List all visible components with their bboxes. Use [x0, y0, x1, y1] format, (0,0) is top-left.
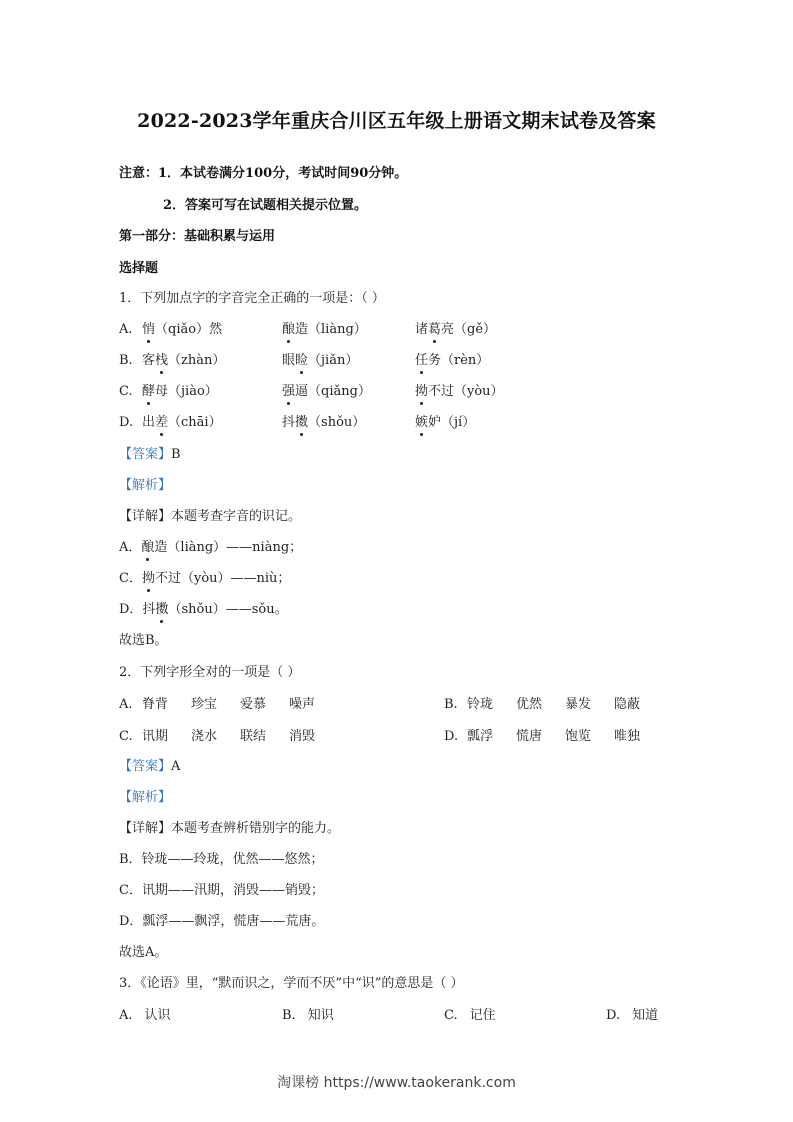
answer-tag: 【答案】: [119, 759, 172, 774]
q2-option-word: 浇水: [191, 729, 218, 744]
q1-option-item: [282, 322, 367, 338]
q2-option-letter: C.: [119, 729, 133, 744]
q3-option-text: 知道: [632, 1008, 659, 1023]
q2-option-word: 爱慕: [240, 697, 267, 712]
q1-explanation-text: D．抖: [119, 602, 156, 617]
q2-answer: [119, 759, 180, 775]
q1-explanation-dotted-char: 拗: [141, 571, 155, 586]
q1-option-letter: D.: [119, 415, 134, 430]
q2-explanation-line: D．瓢浮——飘浮，慌唐——荒唐。: [119, 914, 325, 929]
q1-option-dotted-char: 拗: [415, 384, 429, 399]
q1-option-item: [282, 415, 365, 431]
section-heading: 选择题: [119, 261, 159, 276]
q1-option-text: 抖: [282, 415, 296, 430]
note-1: 1．本试卷满分100分，考试时间90分钟。: [158, 166, 408, 181]
q1-option-dotted-char: 悄: [142, 322, 156, 337]
q1-option-item: [415, 322, 496, 338]
q1-explanation-dotted-char: 酿: [141, 540, 155, 555]
q1-option-letter: A.: [119, 322, 133, 337]
q1-analysis-tag: 【解析】: [119, 478, 172, 493]
q2-option-letter: B.: [444, 697, 458, 712]
q3-option: [119, 1008, 171, 1024]
notes-label: 注意：: [119, 166, 159, 181]
q1-option-dotted-char: 酿: [282, 322, 296, 337]
q1-option-pinyin: （chāi）: [168, 415, 222, 430]
q1-stem: 1．下列加点字的字音完全正确的一项是：（ ）: [119, 291, 385, 306]
q3-option-letter: A.: [119, 1008, 133, 1023]
q2-explanation-line: B．铃珑——玲珑，优然——悠然；: [119, 852, 324, 867]
q3-option-text: 记住: [469, 1008, 496, 1023]
q1-option-item: [415, 384, 504, 400]
q1-option-text: 诸: [415, 322, 429, 337]
q1-option-item: [142, 384, 218, 400]
q2-analysis-tag: 【解析】: [119, 790, 172, 805]
q2-option-word: 噪声: [289, 697, 316, 712]
q1-option-dotted-char: 擞: [295, 415, 309, 430]
q1-option-pinyin: 务（rèn）: [428, 353, 490, 368]
q2-option-word: 消毁: [289, 729, 316, 744]
answer-tag: 【答案】: [119, 447, 172, 462]
q2-option-word: 饱览: [565, 729, 592, 744]
q1-explanation-text: C．: [119, 571, 142, 586]
q3-stem: 3．《论语》里，“默而识之，学而不厌”中“识”的意思是（ ）: [119, 976, 464, 991]
q1-explanation-pinyin: （shǒu）——sǒu。: [168, 602, 288, 617]
detail-text: 本题考查字音的识记。: [171, 509, 302, 524]
q1-option-pinyin: 造（liàng）: [295, 322, 367, 337]
q1-explanation-line: [119, 540, 302, 556]
detail-tag: 【详解】: [119, 821, 172, 836]
q3-option-letter: B.: [282, 1008, 296, 1023]
q2-option-word: 铃珑: [467, 697, 494, 712]
answer-value: A: [171, 759, 181, 774]
q1-option-item: [415, 353, 489, 369]
q1-conclusion: 故选B。: [119, 633, 168, 648]
q2-conclusion: 故选A。: [119, 945, 168, 960]
q1-option-dotted-char: 嫉: [415, 415, 429, 430]
q1-option-dotted-char: 任: [415, 353, 429, 368]
q3-option-text: 认识: [144, 1008, 171, 1023]
q1-option-dotted-char: 栈: [155, 353, 169, 368]
q2-option-word: 讯期: [142, 729, 169, 744]
note-2: 2．答案可写在试题相关提示位置。: [163, 198, 368, 213]
q1-option-text: 出: [142, 415, 156, 430]
q1-option-item: [282, 353, 358, 369]
q1-option-item: [282, 384, 371, 400]
q3-option-letter: D.: [606, 1008, 621, 1023]
q1-answer: [119, 447, 181, 463]
q2-option-word: 慌唐: [516, 729, 543, 744]
q1-option-pinyin: 妒（jí）: [428, 415, 476, 430]
footer-watermark: 淘课榜 https://www.taokerank.com: [277, 1075, 516, 1091]
q2-explanation-line: C．讯期——汛期，消毁——销毁；: [119, 883, 324, 898]
q3-option: [282, 1008, 334, 1024]
notes-line-1: [119, 166, 407, 182]
q1-option-dotted-char: 酵: [142, 384, 156, 399]
q1-option-pinyin: 亮（gě）: [441, 322, 497, 337]
q2-option-word: 珍宝: [191, 697, 218, 712]
q2-option-word: 脊背: [142, 697, 169, 712]
q1-option-dotted-char: 葛: [428, 322, 442, 337]
q1-option-item: [142, 353, 225, 369]
q2-option-letter: D.: [444, 729, 459, 744]
q1-explanation-text: A．: [119, 540, 142, 555]
part-heading: 第一部分：基础积累与运用: [119, 229, 276, 244]
q2-option-word: 唯独: [614, 729, 641, 744]
q2-option-word: 隐蔽: [614, 697, 641, 712]
q1-option-dotted-char: 睑: [295, 353, 309, 368]
q1-option-dotted-char: 强: [282, 384, 296, 399]
q1-option-pinyin: 不过（yòu）: [428, 384, 504, 399]
q1-explanation-pinyin: 不过（yòu）——niù；: [154, 571, 291, 586]
q3-option: [606, 1008, 658, 1024]
q2-option-word: 瓢浮: [467, 729, 494, 744]
q1-option-pinyin: （jiǎn）: [308, 353, 359, 368]
q1-explanation-dotted-char: 擞: [155, 602, 169, 617]
q1-detail: [119, 509, 301, 525]
detail-text: 本题考查辨析错别字的能力。: [171, 821, 341, 836]
q1-option-item: [142, 415, 222, 431]
q3-option-letter: C.: [444, 1008, 458, 1023]
q1-option-dotted-char: 差: [155, 415, 169, 430]
q2-stem: 2．下列字形全对的一项是（ ）: [119, 665, 301, 680]
q1-option-pinyin: 逼（qiǎng）: [295, 384, 371, 399]
detail-tag: 【详解】: [119, 509, 172, 524]
q1-explanation-line: [119, 571, 290, 587]
q1-explanation-line: [119, 602, 288, 618]
q1-option-item: [415, 415, 475, 431]
q3-option-text: 知识: [307, 1008, 334, 1023]
answer-value: B: [171, 447, 181, 462]
q1-option-pinyin: （shǒu）: [308, 415, 366, 430]
q1-option-text: 客: [142, 353, 156, 368]
q3-option: [444, 1008, 496, 1024]
q2-detail: [119, 821, 340, 837]
q2-option-letter: A.: [119, 697, 133, 712]
q1-option-letter: B.: [119, 353, 133, 368]
q1-option-item: [142, 322, 222, 338]
q1-option-text: 眼: [282, 353, 296, 368]
q1-option-letter: C.: [119, 384, 133, 399]
document-title: 2022-2023学年重庆合川区五年级上册语文期末试卷及答案: [137, 110, 656, 132]
q1-option-pinyin: （zhàn）: [168, 353, 226, 368]
q2-option-word: 优然: [516, 697, 543, 712]
q1-explanation-pinyin: 造（liàng）——niàng；: [154, 540, 303, 555]
q1-option-pinyin: （qiǎo）然: [155, 322, 223, 337]
q2-option-word: 暴发: [565, 697, 592, 712]
q1-option-pinyin: 母（jiào）: [155, 384, 218, 399]
q2-option-word: 联结: [240, 729, 267, 744]
